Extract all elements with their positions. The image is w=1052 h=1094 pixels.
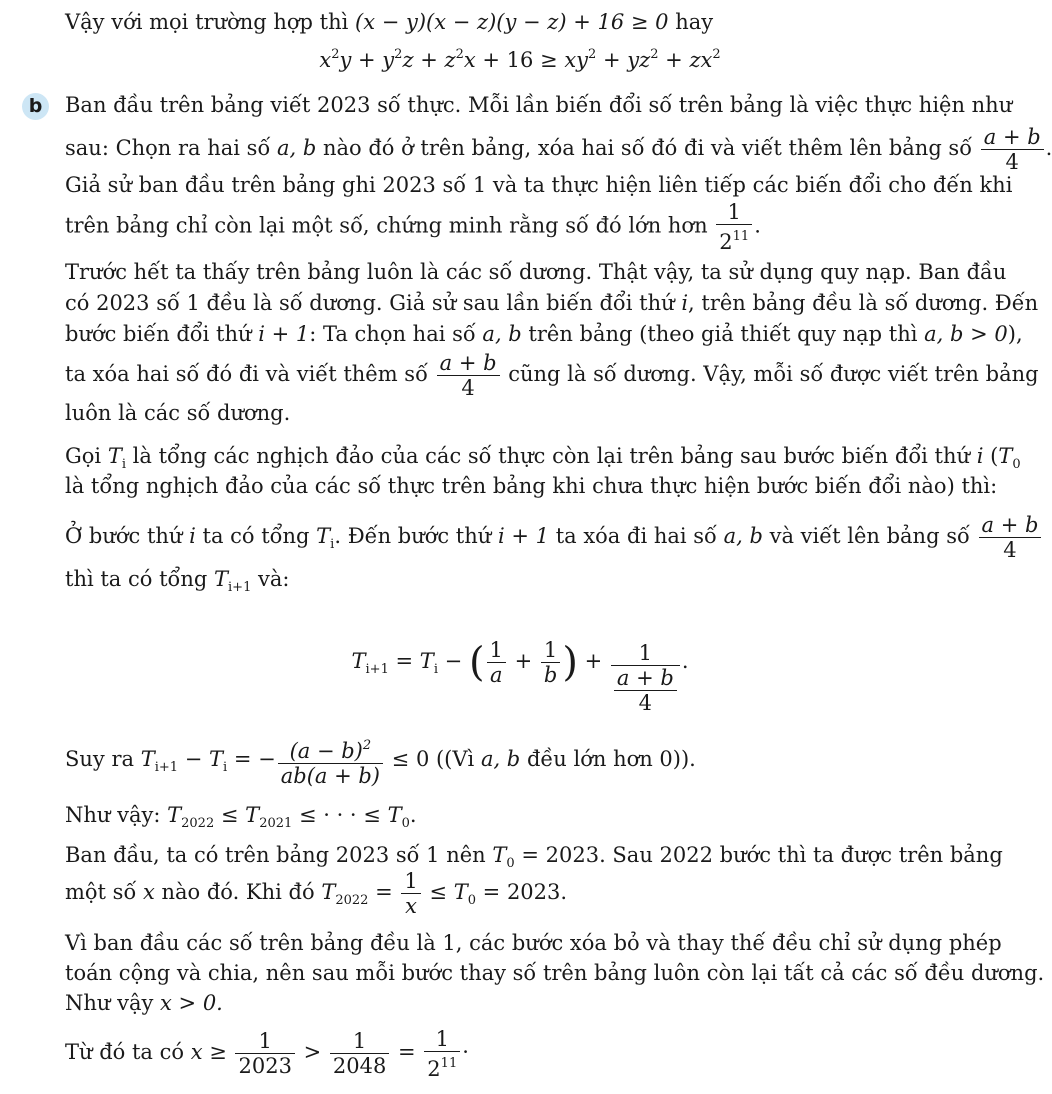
fraction: $\frac{1}{2023}$	[235, 1029, 294, 1078]
p1-line-3: bước biến đổi thứ i + 1: Ta chọn hai số a, b trên bảng (theo giả thiết quy nạp thì a, b > 0),	[65, 322, 1023, 346]
problem-line-4: trên bảng chỉ còn lại một số, chứng minh rằng số đó lớn hơn $\frac{1}{2^{11}}$ .	[65, 200, 761, 254]
p4-line: Suy ra $T_{i+1} - T_i$ = − $\frac{(a - b)^2}{ab(a + b)}$ ≤ 0 ((Vì a, b đều lớn hơn 0)).	[65, 733, 1000, 785]
problem-line-2: sau: Chọn ra hai số a, b nào đó ở trên bảng, xóa hai số đó đi và viết thêm lên bảng số $\frac{a + b}{4}$ .	[65, 125, 1052, 174]
p7-line-3: Như vậy x > 0.	[65, 991, 223, 1015]
fraction: $\frac{1}{x}$	[401, 869, 420, 918]
text: trên bảng chỉ còn lại một số, chứng minh rằng số đó lớn hơn	[65, 213, 708, 238]
fraction: $\frac{(a - b)^2}{ab(a + b)}$	[278, 734, 383, 788]
fraction-one-over-2-11: $\frac{1}{2^{11}}$	[716, 200, 752, 254]
fraction: $\frac{1}{2^{11}}$	[424, 1027, 460, 1081]
p7-line-2: toán cộng và chia, nên sau mỗi bước thay số trên bảng luôn còn lại tất cả các số đều dương.	[65, 961, 1045, 985]
text: Vậy với mọi trường hợp thì	[65, 10, 356, 34]
problem-line-3: Giả sử ban đầu trên bảng ghi 2023 số 1 và ta thực hiện liên tiếp các biến đổi cho đến khi	[65, 173, 1013, 197]
p6-line-1: Ban đầu, ta có trên bảng 2023 số 1 nên $T_0 = 2023$. Sau 2022 bước thì ta được trên bảng	[65, 843, 1003, 871]
display-inequality: $x^2y + y^2z + z^2x + 16 \ge xy^2 + yz^2 + zx^2$	[319, 47, 721, 72]
inequality-expression: (x − y)(x − z)(y − z) + 16 ≥ 0	[355, 10, 669, 34]
p5-line: Như vậy: $T_{2022} \le T_{2021}$ ≤ · · · ≤ $T_0$.	[65, 803, 417, 831]
fraction: $\frac{a + b}{4}$	[981, 125, 1044, 174]
p1-line-5: luôn là các số dương.	[65, 401, 291, 425]
text: nào đó ở trên bảng, xóa hai số đó đi và viết thêm lên bảng số	[316, 136, 973, 160]
p1-line-2: có 2023 số 1 đều là số dương. Giả sử sau lần biến đổi thứ i, trên bảng đều là số dương. Đến	[65, 291, 1039, 315]
p3-line-1: Ở bước thứ i ta có tổng $T_i$. Đến bước thứ i + 1 ta xóa đi hai số a, b và viết lên bảng số $\frac{a + b}{4}$	[65, 512, 1000, 560]
problem-marker: b	[22, 93, 49, 120]
text: hay	[668, 10, 714, 34]
p1-line-4: ta xóa hai số đó đi và viết thêm số $\frac{a + b}{4}$ cũng là số dương. Vậy, mỗi số được viết trên bảng	[65, 351, 1039, 400]
fraction: $\frac{1}{2048}$	[330, 1029, 389, 1078]
text: sau: Chọn ra hai số	[65, 136, 277, 160]
p2-line-2: là tổng nghịch đảo của các số thực trên bảng khi chưa thực hiện bước biến đổi nào) thì:	[65, 474, 998, 498]
p3-line-2: thì ta có tổng $T_{i+1}$ và:	[65, 567, 290, 595]
p2-line-1: Gọi $T_i$ là tổng các nghịch đảo của các số thực còn lại trên bảng sau bước biến đổi thứ i ($T_0$	[65, 444, 1021, 472]
p8-line: Từ đó ta có x ≥ $\frac{1}{2023}$ > $\frac{1}{2048}$ = $\frac{1}{2^{11}}$ ·	[65, 1026, 469, 1081]
intro-line	[65, 9, 1000, 35]
problem-line-1: Ban đầu trên bảng viết 2023 số thực. Mỗi lần biến đổi số trên bảng là việc thực hiện như	[65, 93, 1013, 117]
math-var: a, b	[276, 136, 317, 160]
fraction: $\frac{a + b}{4}$	[979, 513, 1042, 562]
display-formula-T: $T_{i+1} = T_i$ − ( $\frac{1}{a}$ + $\frac{1}{b}$ ) + $\frac{1}{\frac{a + b}{4}}$ .	[351, 638, 689, 715]
p7-line-1: Vì ban đầu các số trên bảng đều là 1, các bước xóa bỏ và thay thế đều chỉ sử dụng phép	[65, 931, 1002, 955]
fraction: $\frac{a + b}{4}$	[437, 351, 500, 400]
p1-line-1: Trước hết ta thấy trên bảng luôn là các số dương. Thật vậy, ta sử dụng quy nạp. Ban đầu	[65, 260, 1007, 284]
p6-line-2: một số x nào đó. Khi đó $T_{2022}$ = $\frac{1}{x}$ ≤ $T_0 = 2023$.	[65, 869, 568, 918]
